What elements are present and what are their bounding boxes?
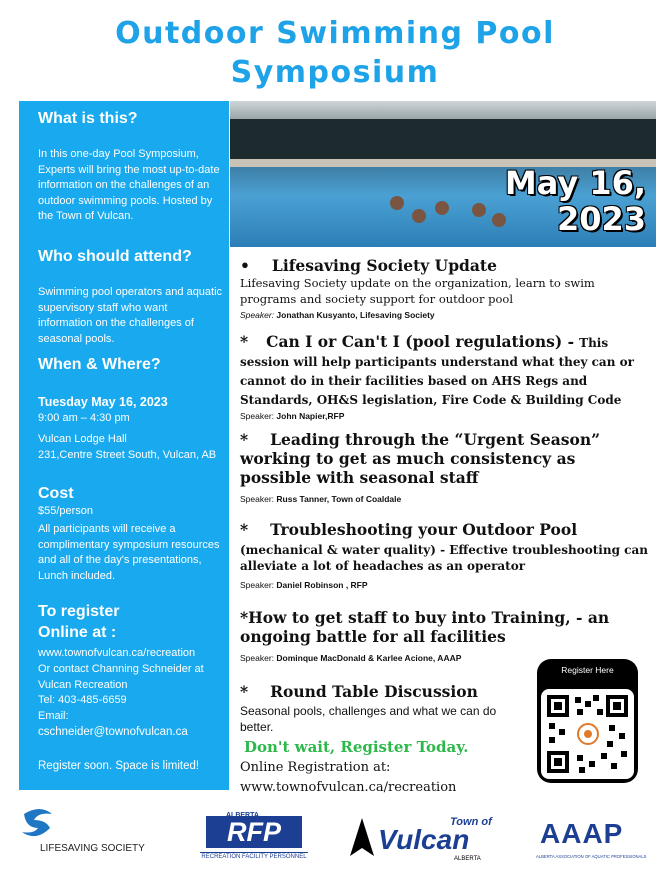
session-bullet: * [240, 430, 249, 449]
banner-date [505, 165, 646, 237]
contact-email[interactable]: cschneider@townofvulcan.ca [38, 726, 188, 738]
who-text: Swimming pool operators and aquatic supervisory staff who want information on the challenges of seasonal pools. [38, 286, 223, 345]
banner-date-line-1: May 16, [504, 164, 646, 202]
qr-label: Register Here [561, 665, 614, 675]
vulcan-logo [350, 816, 500, 866]
session-title: Troubleshooting your Outdoor Pool [270, 520, 578, 539]
building-roof [230, 119, 656, 159]
session-description: Seasonal pools, challenges and what we can do better. [240, 704, 497, 734]
poster-title [0, 14, 670, 92]
aaap-logo [536, 818, 648, 868]
what-heading: What is this? [38, 110, 138, 127]
who-heading: Who should attend? [38, 248, 192, 265]
speaker-label: Speaker: [240, 494, 275, 504]
vulcan-logo-text: Vulcan [378, 824, 470, 855]
lifesaving-society-logo [18, 806, 158, 862]
email-label: Email: [38, 710, 69, 722]
event-venue: Vulcan Lodge Hall [38, 433, 127, 445]
contact-phone: Tel: 403-485-6659 [38, 694, 127, 706]
session-title: Leading through the “Urgent Season” working to get as much consistency as possible with seasonal staff [240, 430, 601, 487]
session-item [240, 520, 650, 591]
vulcan-logo-sub: ALBERTA [454, 856, 481, 862]
session-item [240, 256, 650, 321]
event-date: Tuesday May 16, 2023 [38, 395, 168, 409]
session-speaker: Dominque MacDonald & Karlee Acione, AAAP [276, 653, 462, 663]
session-bullet: • [240, 256, 250, 275]
rfp-logo [196, 812, 312, 864]
event-address: 231,Centre Street South, Vulcan, AB [38, 449, 217, 461]
title-line-2: Symposium [230, 55, 440, 90]
speaker-label: Speaker: [240, 411, 275, 421]
swimmer [435, 201, 449, 215]
online-registration [240, 758, 456, 798]
what-text: In this one-day Pool Symposium, Experts will bring the most up-to-date information on the challenges of an outdoor swimming pools. Hosted by the Town of Vulcan. [38, 148, 220, 222]
session-item [240, 608, 650, 664]
session-speaker: Daniel Robinson , RFP [276, 580, 368, 590]
info-sidebar [19, 101, 229, 790]
session-bullet: * [240, 332, 249, 351]
speaker-label: Speaker: [240, 653, 275, 663]
banner-date-line-2: 2023 [556, 200, 646, 238]
session-description: This session will help participants understand what they can or cannot do in their facilities based on AHS Regs and Standards, OH&S legislation, Fire Code & Building Code [240, 336, 634, 407]
aaap-logo-text: AAAP [540, 818, 624, 849]
session-item [240, 430, 650, 505]
title-line-1: Outdoor Swimming Pool [115, 16, 555, 51]
online-registration-url[interactable]: www.townofvulcan.ca/recreation [240, 780, 457, 795]
speaker-label: Speaker: [240, 310, 275, 320]
session-bullet: * [240, 682, 249, 701]
aaap-logo-sub: ALBERTA ASSOCIATION OF AQUATIC PROFESSIONALS [536, 854, 647, 859]
session-title: Round Table Discussion [270, 682, 478, 701]
session-title: How to get staff to buy into Training, - an ongoing battle for all facilities [240, 608, 610, 646]
swimmer [412, 209, 426, 223]
lifesaving-swirl-icon [18, 806, 58, 842]
session-description: (mechanical & water quality) - Effective troubleshooting can alleviate a lot of headaches as an operator [240, 543, 648, 573]
register-url[interactable]: www.townofvulcan.ca/recreation [38, 647, 196, 659]
register-cta: Don't wait, Register Today. [244, 738, 469, 756]
cost-heading: Cost [38, 485, 74, 502]
session-speaker: Jonathan Kusyanto, Lifesaving Society [276, 310, 435, 320]
vulcan-ship-icon [350, 818, 374, 856]
qr-code-icon [541, 689, 634, 779]
session-bullet: * [240, 520, 249, 539]
swimmer [390, 196, 404, 210]
contact-text: Or contact Channing Schneider at Vulcan Recreation [38, 663, 204, 691]
event-time: 9:00 am – 4:30 pm [38, 412, 130, 424]
online-registration-label: Online Registration at: [240, 760, 391, 775]
session-title: Can I or Can't I (pool regulations) - [266, 332, 575, 351]
rfp-logo-sub: RECREATION FACILITY PERSONNEL [201, 854, 307, 860]
session-speaker: Russ Tanner, Town of Coaldale [276, 494, 402, 504]
speaker-label: Speaker: [240, 580, 275, 590]
session-bullet: * [240, 608, 249, 627]
pool-photo [230, 101, 656, 247]
cost-text: All participants will receive a complimentary symposium resources and all of the day's presentations, Lunch included. [38, 523, 220, 582]
register-heading: To register [38, 603, 120, 620]
session-item [240, 332, 650, 422]
qr-code[interactable] [541, 689, 634, 779]
register-online-heading: Online at : [38, 624, 117, 641]
session-speaker: John Napier,RFP [276, 411, 345, 421]
swimmer [472, 203, 486, 217]
session-title: Lifesaving Society Update [271, 256, 497, 275]
when-heading: When & Where? [38, 356, 161, 373]
session-description: Lifesaving Society update on the organization, learn to swim programs and society support for outdoor pool [240, 276, 595, 306]
cost-value: $55/person [38, 505, 94, 517]
lifesaving-logo-text: LIFESAVING SOCIETY [40, 843, 145, 854]
vulcan-town-label: Town of [450, 816, 492, 828]
rfp-logo-text: RFP [206, 816, 302, 848]
closing-note: Register soon. Space is limited! [38, 760, 200, 772]
qr-code-card[interactable] [537, 659, 638, 783]
session-item [240, 682, 530, 735]
